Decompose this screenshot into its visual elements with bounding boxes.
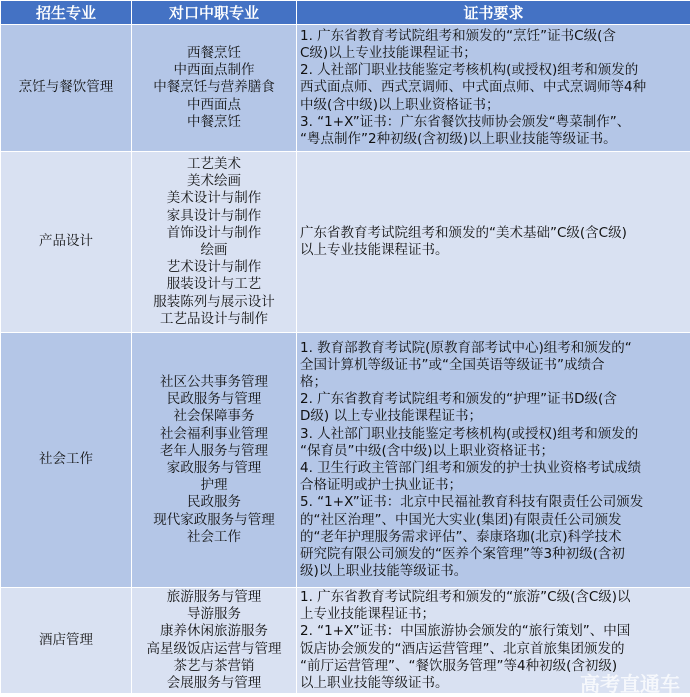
counterpart-item: 中餐烹饪 [135, 114, 293, 131]
requirement-line: 1. 广东省教育考试院组考和颁发的“旅游”C级(含C级)以 [300, 589, 687, 606]
counterpart-item: 社会福利事业管理 [135, 426, 293, 443]
requirement-line: C级)以上专业技能课程证书； [300, 45, 687, 62]
counterpart-item: 社会保障事务 [135, 408, 293, 425]
requirement-line: 中级(含中级)以上职业资格证书； [300, 97, 687, 114]
counterpart-item: 民政服务 [135, 494, 293, 511]
requirement-cell [297, 25, 690, 152]
counterpart-item: 社区公共事务管理 [135, 374, 293, 391]
requirement-line: 1. 广东省教育考试院组考和颁发的“烹饪”证书C级(含 [300, 28, 687, 45]
major-cell: 产品设计 [1, 152, 132, 333]
requirement-line: 上专业技能课程证书； [300, 606, 687, 623]
table-body [1, 25, 690, 694]
requirement-line: 2. “1+X”证书：中国旅游协会颁发的“旅行策划”、中国 [300, 623, 687, 640]
requirement-line: 合格证明或护士执业证书； [300, 477, 687, 494]
counterpart-item: 茶艺与茶营销 [135, 658, 293, 675]
counterpart-item: 绘画 [135, 242, 293, 259]
counterpart-item: 西餐烹饪 [135, 45, 293, 62]
counterpart-cell [132, 588, 297, 694]
counterpart-item: 高星级饭店运营与管理 [135, 641, 293, 658]
counterpart-item: 工艺美术 [135, 156, 293, 173]
requirement-line: 的“社区治理”、中国光大实业(集团)有限责任公司颁发 [300, 512, 687, 529]
counterpart-item: 工艺品设计与制作 [135, 311, 293, 328]
requirement-line: 以上职业技能等级证书。 [300, 675, 687, 692]
requirement-line: 2. 广东省教育考试院组考和颁发的“护理”证书D级(含 [300, 391, 687, 408]
counterpart-cell [132, 152, 297, 333]
table-row [1, 25, 690, 152]
requirement-line: 的“老年护理服务需求评估”、泰康珞珈(北京)科学技术 [300, 529, 687, 546]
requirement-line: 研究院有限公司颁发的“医养个案管理”等3种初级(含初 [300, 546, 687, 563]
counterpart-item: 中西面点 [135, 97, 293, 114]
counterpart-item: 康养休闲旅游服务 [135, 623, 293, 640]
counterpart-item: 导游服务 [135, 606, 293, 623]
counterpart-item: 首饰设计与制作 [135, 225, 293, 242]
requirement-line: 1. 教育部教育考试院(原教育部考试中心)组考和颁发的“ [300, 340, 687, 357]
requirement-line: 以上专业技能课程证书。 [300, 242, 687, 259]
counterpart-item: 艺术设计与制作 [135, 259, 293, 276]
counterpart-item: 家政服务与管理 [135, 460, 293, 477]
header-requirements: 证书要求 [297, 1, 690, 25]
requirement-line: 级)以上职业技能等级证书。 [300, 563, 687, 580]
major-cell: 酒店管理 [1, 588, 132, 694]
requirement-line: 饭店协会颁发的“酒店运营管理”、北京首旅集团颁发的 [300, 641, 687, 658]
counterpart-item: 老年人服务与管理 [135, 443, 293, 460]
counterpart-item: 家具设计与制作 [135, 208, 293, 225]
counterpart-item: 美术绘画 [135, 173, 293, 190]
major-cell: 烹饪与餐饮管理 [1, 25, 132, 152]
requirement-line: 2. 人社部门职业技能鉴定考核机构(或授权)组考和颁发的 [300, 62, 687, 79]
requirement-line: D级) 以上专业技能课程证书； [300, 408, 687, 425]
header-major: 招生专业 [1, 1, 132, 25]
table-row [1, 333, 690, 588]
counterpart-item: 服装设计与工艺 [135, 276, 293, 293]
counterpart-item: 现代家政服务与管理 [135, 512, 293, 529]
table-header-row [1, 1, 690, 25]
counterpart-item: 服装陈列与展示设计 [135, 294, 293, 311]
requirement-cell [297, 588, 690, 694]
requirement-line: 3. “1+X”证书：广东省餐饮技师协会颁发“粤菜制作”、 [300, 114, 687, 131]
requirement-line: “保育员”中级(含中级)以上职业资格证书； [300, 443, 687, 460]
counterpart-item: 美术设计与制作 [135, 190, 293, 207]
requirement-line: 格； [300, 374, 687, 391]
requirement-line: “粤点制作”2种初级(含初级)以上职业技能等级证书。 [300, 131, 687, 148]
requirement-line: 5. “1+X”证书：北京中民福祉教育科技有限责任公司颁发 [300, 494, 687, 511]
counterpart-item: 旅游服务与管理 [135, 589, 293, 606]
counterpart-cell [132, 333, 297, 588]
requirement-line: 广东省教育考试院组考和颁发的“美术基础”C级(含C级) [300, 225, 687, 242]
requirement-line: 3. 人社部门职业技能鉴定考核机构(或授权)组考和颁发的 [300, 426, 687, 443]
major-cell: 社会工作 [1, 333, 132, 588]
requirement-line: 4. 卫生行政主管部门组考和颁发的护士执业资格考试成绩 [300, 460, 687, 477]
table-row [1, 152, 690, 333]
requirement-cell [297, 333, 690, 588]
requirement-line: 全国计算机等级证书”或“全国英语等级证书”成绩合 [300, 357, 687, 374]
requirement-cell [297, 152, 690, 333]
counterpart-item: 会展服务与管理 [135, 675, 293, 692]
counterpart-cell [132, 25, 297, 152]
counterpart-item: 民政服务与管理 [135, 391, 293, 408]
counterpart-item: 护理 [135, 477, 293, 494]
header-counterpart: 对口中职专业 [132, 1, 297, 25]
requirement-line: 西式面点师、西式烹调师、中式面点师、中式烹调师等4种 [300, 79, 687, 96]
counterpart-item: 社会工作 [135, 529, 293, 546]
counterpart-item: 中餐烹饪与营养膳食 [135, 79, 293, 96]
counterpart-item: 中西面点制作 [135, 62, 293, 79]
table-row [1, 588, 690, 694]
watermark: 高考直通车 [580, 668, 680, 697]
requirement-line: “前厅运营管理”、“餐饮服务管理”等4种初级(含初级) [300, 658, 687, 675]
